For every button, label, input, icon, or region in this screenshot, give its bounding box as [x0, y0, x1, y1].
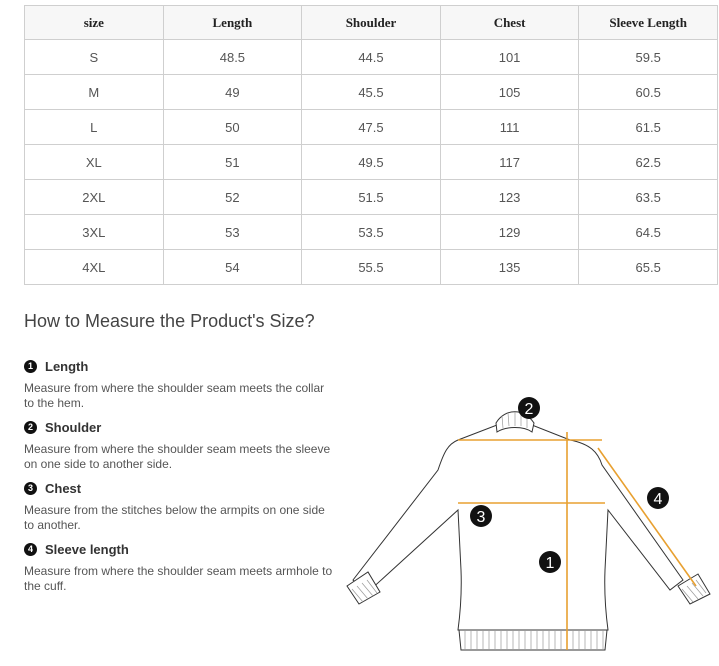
cell-sleeve-length: 59.5: [579, 40, 718, 75]
header-length: Length: [163, 6, 302, 40]
header-chest: Chest: [440, 6, 579, 40]
measure-item-description: Measure from the stitches below the armpits on one side to another.: [24, 503, 325, 532]
cell-length: 49: [163, 75, 302, 110]
cell-length: 50: [163, 110, 302, 145]
svg-text:4: 4: [653, 491, 663, 508]
measure-item-length: [24, 357, 334, 411]
measure-item-shoulder: [24, 418, 334, 472]
cell-chest: 117: [440, 145, 579, 180]
cell-chest: 101: [440, 40, 579, 75]
number-badge-icon: 4: [24, 543, 37, 556]
cell-size: S: [25, 40, 164, 75]
svg-text:1: 1: [545, 555, 555, 572]
cell-chest: 123: [440, 180, 579, 215]
table-row: [25, 110, 718, 145]
measure-item-title: Length: [45, 358, 89, 374]
measure-item-header: [24, 540, 334, 558]
cell-shoulder: 47.5: [302, 110, 441, 145]
cell-chest: 129: [440, 215, 579, 250]
cell-shoulder: 55.5: [302, 250, 441, 285]
number-badge-icon: 1: [24, 360, 37, 373]
sweater-diagram: [340, 390, 719, 660]
number-badge-icon: 2: [24, 421, 37, 434]
measure-item-description: Measure from where the shoulder seam meets the sleeve on one side to another side.: [24, 442, 331, 471]
cell-shoulder: 44.5: [302, 40, 441, 75]
cell-size: 3XL: [25, 215, 164, 250]
measure-item-title: Sleeve length: [45, 541, 129, 557]
cell-length: 51: [163, 145, 302, 180]
table-row: [25, 75, 718, 110]
cell-sleeve-length: 61.5: [579, 110, 718, 145]
table-row: [25, 250, 718, 285]
cell-length: 54: [163, 250, 302, 285]
table-row: [25, 215, 718, 250]
cell-chest: 135: [440, 250, 579, 285]
cell-length: 53: [163, 215, 302, 250]
cell-shoulder: 53.5: [302, 215, 441, 250]
measure-guide-title: How to Measure the Product's Size?: [24, 311, 315, 331]
measure-item-sleeve-length: [24, 540, 334, 594]
measure-item-header: [24, 418, 334, 436]
cell-sleeve-length: 64.5: [579, 215, 718, 250]
table-row: [25, 180, 718, 215]
size-table: [24, 5, 718, 285]
svg-text:3: 3: [476, 509, 486, 526]
size-table-header-row: [25, 6, 718, 40]
marker-4: [647, 487, 669, 509]
measure-item-header: [24, 479, 334, 497]
svg-text:2: 2: [524, 401, 534, 418]
number-badge-icon: 3: [24, 482, 37, 495]
measure-item-description: Measure from where the shoulder seam meets armhole to the cuff.: [24, 564, 333, 593]
table-row: [25, 145, 718, 180]
header-size: size: [25, 6, 164, 40]
measure-item-header: [24, 357, 334, 375]
table-row: [25, 40, 718, 75]
cell-size: XL: [25, 145, 164, 180]
cell-chest: 111: [440, 110, 579, 145]
measure-item-chest: [24, 479, 334, 533]
cell-size: M: [25, 75, 164, 110]
cell-shoulder: 45.5: [302, 75, 441, 110]
cell-size: 2XL: [25, 180, 164, 215]
marker-3: [470, 505, 492, 527]
cell-sleeve-length: 62.5: [579, 145, 718, 180]
marker-2: [518, 397, 540, 419]
cell-length: 48.5: [163, 40, 302, 75]
sweater-outline: [347, 412, 710, 650]
header-shoulder: Shoulder: [302, 6, 441, 40]
cell-sleeve-length: 60.5: [579, 75, 718, 110]
measure-item-title: Shoulder: [45, 419, 102, 435]
cell-size: L: [25, 110, 164, 145]
header-sleeve-length: Sleeve Length: [579, 6, 718, 40]
cell-shoulder: 49.5: [302, 145, 441, 180]
cell-length: 52: [163, 180, 302, 215]
cell-shoulder: 51.5: [302, 180, 441, 215]
sleeve-measure-line: [598, 448, 696, 586]
cell-sleeve-length: 65.5: [579, 250, 718, 285]
cell-sleeve-length: 63.5: [579, 180, 718, 215]
marker-1: [539, 551, 561, 573]
measure-item-description: Measure from where the shoulder seam meets the collar to the hem.: [24, 381, 325, 410]
cell-chest: 105: [440, 75, 579, 110]
cell-size: 4XL: [25, 250, 164, 285]
measure-item-title: Chest: [45, 480, 82, 496]
